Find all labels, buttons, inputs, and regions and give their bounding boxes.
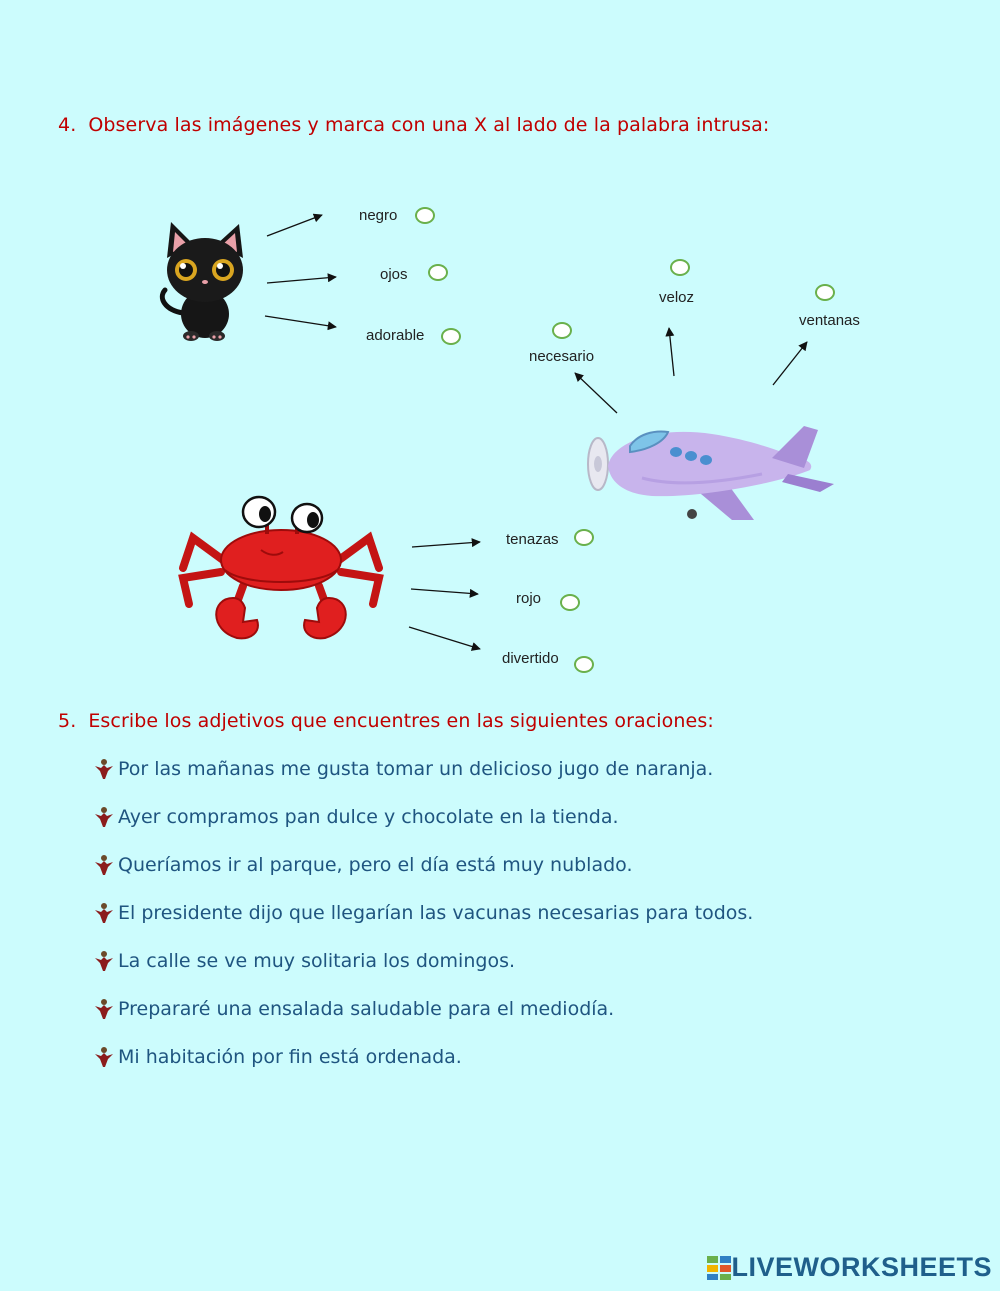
figure-bullet-icon [92, 854, 116, 876]
word-cat-ojos: ojos [380, 266, 408, 283]
sentence-text: El presidente dijo que llegarían las vacunas necesarias para todos. [118, 902, 754, 924]
sentence-item [92, 758, 713, 780]
word-plane-necesario: necesario [529, 348, 595, 365]
question-5-number: 5. [58, 710, 77, 732]
radio-crab-divertido[interactable] [574, 656, 594, 673]
word-cat-adorable: adorable [366, 327, 425, 344]
arrow-crab-3 [409, 627, 480, 649]
arrow-cat-3 [265, 316, 336, 327]
liveworksheets-logo [707, 1252, 992, 1283]
arrow-crab-2 [411, 589, 478, 594]
word-crab-divertido: divertido [502, 650, 559, 667]
arrow-cat-1 [267, 215, 322, 236]
figure-bullet-icon [92, 758, 116, 780]
arrow-crab-1 [412, 542, 480, 547]
figure-bullet-icon [92, 950, 116, 972]
logo-text: LIVEWORKSHEETS [731, 1252, 992, 1282]
sentence-item [92, 902, 753, 924]
logo-blocks-icon [707, 1256, 731, 1280]
sentence-text: Queríamos ir al parque, pero el día está muy nublado. [118, 854, 633, 876]
sentence-text: Ayer compramos pan dulce y chocolate en la tienda. [118, 806, 619, 828]
question-5-title [58, 710, 714, 732]
word-plane-ventanas: ventanas [799, 312, 860, 329]
radio-cat-adorable[interactable] [441, 328, 461, 345]
sentence-text: Prepararé una ensalada saludable para el mediodía. [118, 998, 615, 1020]
figure-bullet-icon [92, 806, 116, 828]
sentence-item [92, 854, 632, 876]
sentence-item [92, 998, 614, 1020]
question-5-instruction: Escribe los adjetivos que encuentres en las siguientes oraciones: [88, 710, 714, 732]
question-4-number: 4. [58, 114, 77, 136]
figure-bullet-icon [92, 902, 116, 924]
word-plane-veloz: veloz [659, 289, 695, 306]
radio-cat-negro[interactable] [415, 207, 435, 224]
sentence-item [92, 1046, 462, 1068]
arrow-cat-2 [267, 277, 336, 283]
radio-crab-tenazas[interactable] [574, 529, 594, 546]
radio-plane-veloz[interactable] [670, 259, 690, 276]
word-crab-rojo: rojo [516, 590, 542, 607]
question-4-instruction: Observa las imágenes y marca con una X al lado de la palabra intrusa: [88, 114, 770, 136]
airplane-image [582, 420, 842, 528]
radio-plane-necesario[interactable] [552, 322, 572, 339]
sentence-text: La calle se ve muy solitaria los domingos. [118, 950, 516, 972]
figure-bullet-icon [92, 998, 116, 1020]
arrow-plane-2 [669, 328, 674, 376]
sentence-text: Por las mañanas me gusta tomar un delicioso jugo de naranja. [118, 758, 714, 780]
radio-cat-ojos[interactable] [428, 264, 448, 281]
crab-image [173, 494, 389, 650]
figure-bullet-icon [92, 1046, 116, 1068]
cat-image [153, 218, 253, 344]
word-cat-negro: negro [359, 207, 398, 224]
arrow-plane-1 [575, 373, 617, 413]
radio-plane-ventanas[interactable] [815, 284, 835, 301]
radio-crab-rojo[interactable] [560, 594, 580, 611]
word-crab-tenazas: tenazas [506, 531, 559, 548]
sentence-item [92, 950, 515, 972]
sentence-text: Mi habitación por fin está ordenada. [118, 1046, 462, 1068]
sentence-item [92, 806, 619, 828]
arrow-plane-3 [773, 342, 807, 385]
